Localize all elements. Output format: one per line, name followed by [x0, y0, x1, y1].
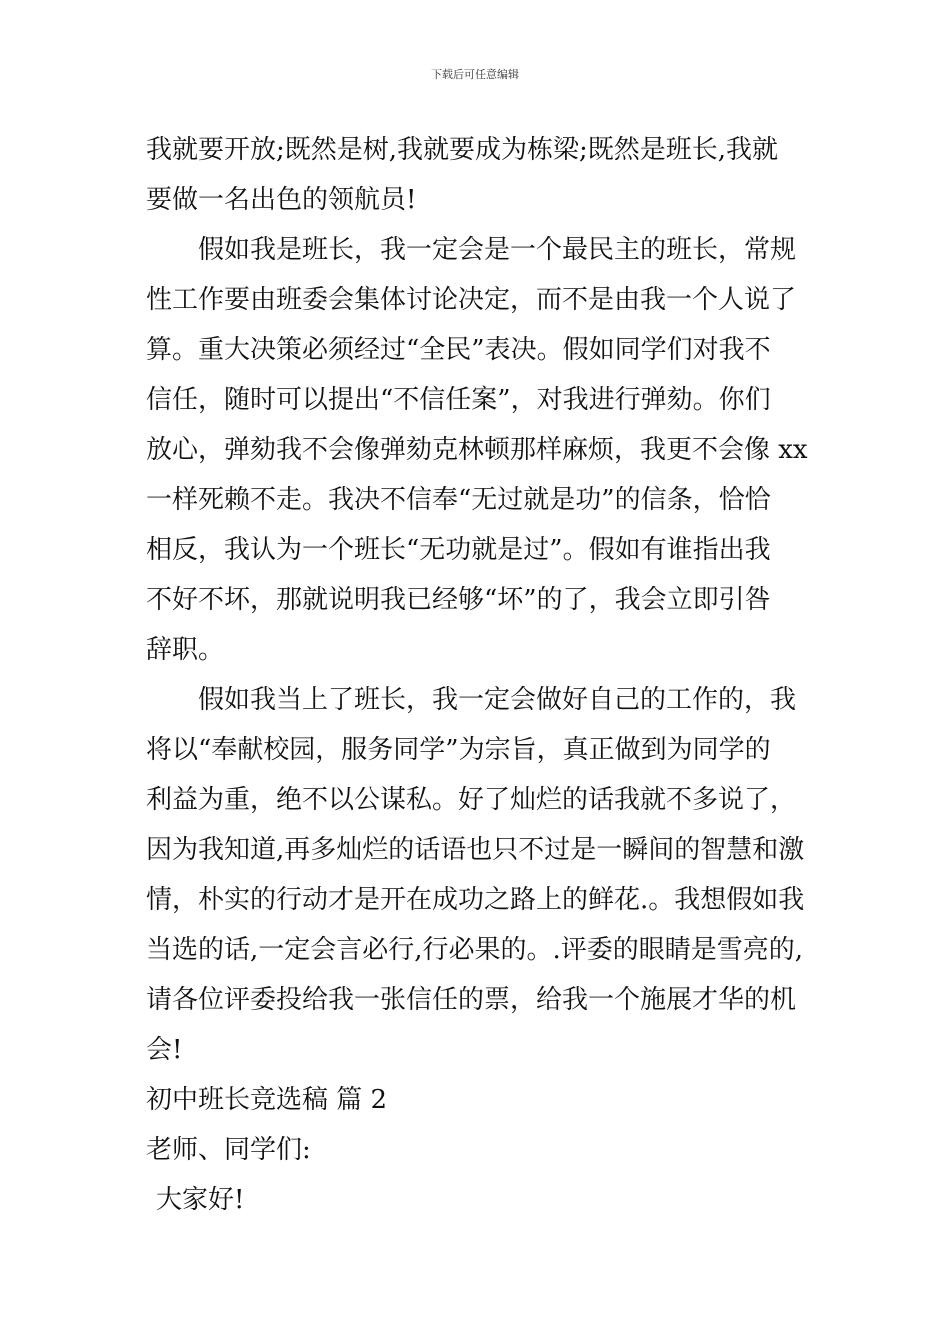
paragraph-line: 情，朴实的行动才是开在成功之路上的鲜花.。我想假如我 [146, 885, 805, 915]
salutation: 老师、同学们: [146, 1135, 311, 1165]
paragraph-line: 假如我当上了班长，我一定会做好自己的工作的，我 [198, 685, 797, 715]
paragraph-line: 因为我知道,再多灿烂的话语也只不过是一瞬间的智慧和激 [146, 835, 805, 865]
greeting: 大家好! [156, 1185, 245, 1215]
paragraph-line: 请各位评委投给我一张信任的票，给我一个施展才华的机 [146, 985, 797, 1015]
paragraph-line: 我就要开放;既然是树,我就要成为栋梁;既然是班长,我就 [146, 135, 779, 165]
section-title: 初中班长竞选稿 篇 2 [146, 1085, 388, 1115]
paragraph-line: 要做一名出色的领航员! [146, 185, 417, 215]
paragraph-line: 不好不坏，那就说明我已经够“坏”的了，我会立即引咎 [146, 585, 771, 615]
paragraph-line: 放心，弹劾我不会像弹劾克林顿那样麻烦，我更不会像 xx [146, 435, 808, 465]
paragraph-line: 会! [146, 1035, 183, 1065]
paragraph-line: 一样死赖不走。我决不信奉“无过就是功”的信条，恰恰 [146, 485, 771, 515]
paragraph-line: 性工作要由班委会集体讨论决定，而不是由我一个人说了 [146, 285, 797, 315]
paragraph-line: 算。重大决策必须经过“全民”表决。假如同学们对我不 [146, 335, 771, 365]
paragraph-line: 当选的话,一定会言必行,行必果的。.评委的眼睛是雪亮的, [146, 935, 804, 965]
paragraph-line: 信任，随时可以提出“不信任案”，对我进行弹劾。你们 [146, 385, 771, 415]
paragraph-line: 将以“奉献校园，服务同学”为宗旨，真正做到为同学的 [146, 735, 771, 765]
paragraph-line: 利益为重，绝不以公谋私。好了灿烂的话我就不多说了， [146, 785, 797, 815]
paragraph-line: 假如我是班长，我一定会是一个最民主的班长，常规 [198, 235, 797, 265]
page-header-note: 下载后可任意编辑 [431, 68, 519, 81]
paragraph-line: 辞职。 [146, 635, 225, 665]
paragraph-line: 相反，我认为一个班长“无功就是过”。假如有谁指出我 [146, 535, 771, 565]
